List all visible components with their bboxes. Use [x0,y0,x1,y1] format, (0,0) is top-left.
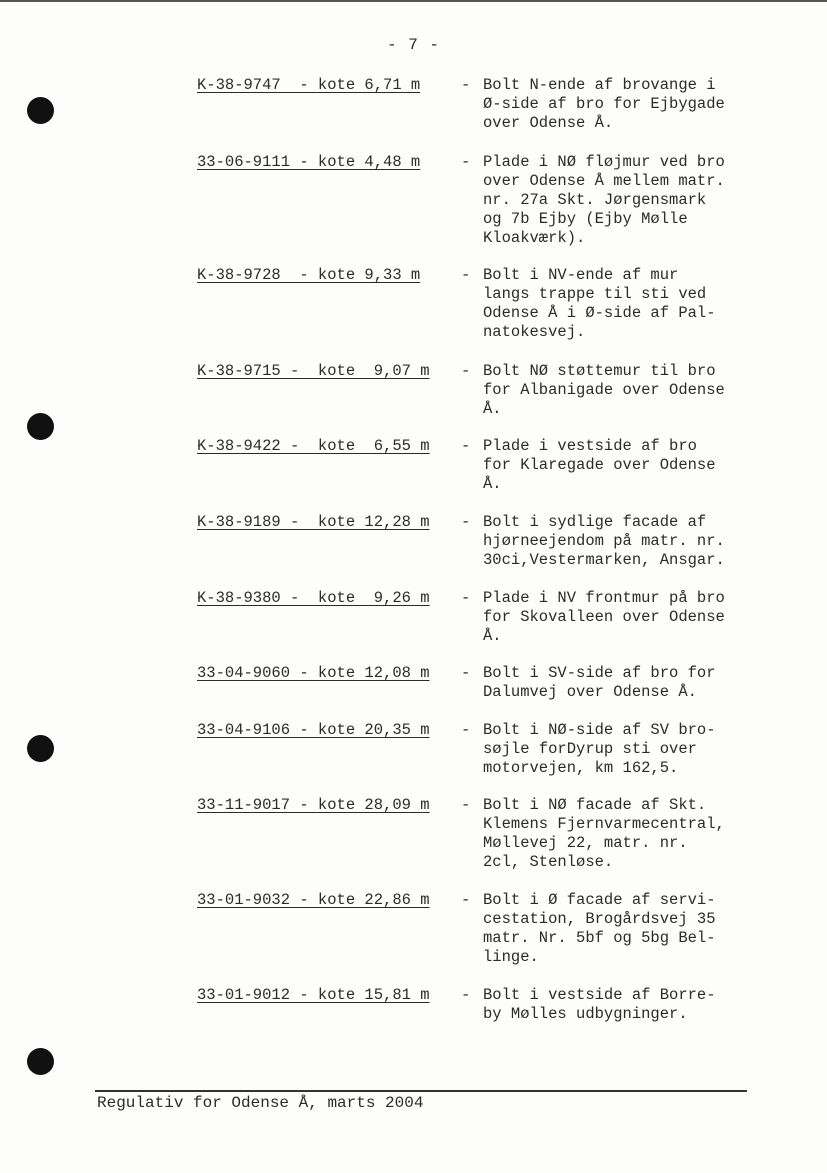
description-line: Odense Å i Ø-side af Pal- [483,304,716,322]
description-line: natokesvej. [483,323,586,341]
separator-dash: - [461,266,471,284]
description-line: Bolt i sydlige facade af [483,513,707,531]
description-line: hjørneejendom på matr. nr. [483,532,725,550]
benchmark-description [483,153,763,248]
description-line: cestation, Brogårdsvej 35 [483,910,716,928]
benchmark-reference: K-38-9715 - kote 9,07 m [197,362,430,380]
description-line: Bolt i NV-ende af mur [483,266,679,284]
description-line: for Skovalleen over Odense [483,608,725,626]
separator-dash: - [461,589,471,607]
separator-dash: - [461,437,471,455]
page-number: - 7 - [386,36,440,54]
description-line: matr. Nr. 5bf og 5bg Bel- [483,929,716,947]
description-line: by Mølles udbygninger. [483,1005,688,1023]
description-line: Plade i NV frontmur på bro [483,589,725,607]
benchmark-description [483,362,763,419]
description-line: linge. [483,948,539,966]
benchmark-reference: K-38-9380 - kote 9,26 m [197,589,430,607]
benchmark-description [483,796,763,872]
separator-dash: - [461,721,471,739]
separator-dash: - [461,664,471,682]
description-line: søjle forDyrup sti over [483,740,697,758]
description-line: motorvejen, km 162,5. [483,759,679,777]
description-line: 2cl, Stenløse. [483,853,614,871]
benchmark-reference: 33-11-9017 - kote 28,09 m [197,796,430,814]
benchmark-description [483,589,763,646]
benchmark-reference: 33-04-9060 - kote 12,08 m [197,664,430,682]
benchmark-reference: K-38-9747 - kote 6,71 m [197,76,421,94]
top-edge-line [0,0,827,2]
description-line: Å. [483,475,502,493]
separator-dash: - [461,986,471,1004]
description-line: 30ci,Vestermarken, Ansgar. [483,551,725,569]
description-line: Bolt i Ø facade af servi- [483,891,716,909]
description-line: for Albanigade over Odense [483,381,725,399]
description-line: Bolt i vestside af Borre- [483,986,716,1004]
benchmark-reference: 33-01-9032 - kote 22,86 m [197,891,430,909]
description-line: Klemens Fjernvarmecentral, [483,815,725,833]
description-line: Plade i vestside af bro [483,437,697,455]
description-line: Å. [483,400,502,418]
benchmark-reference: 33-06-9111 - kote 4,48 m [197,153,421,171]
benchmark-description [483,891,763,967]
benchmark-reference: K-38-9728 - kote 9,33 m [197,266,421,284]
description-line: Bolt N-ende af brovange i [483,76,716,94]
punch-hole-icon [27,97,54,124]
separator-dash: - [461,153,471,171]
description-line: Plade i NØ fløjmur ved bro [483,153,725,171]
description-line: Å. [483,627,502,645]
description-line: Ø-side af bro for Ejbygade [483,95,725,113]
benchmark-reference: 33-04-9106 - kote 20,35 m [197,721,430,739]
benchmark-description [483,986,763,1024]
description-line: for Klaregade over Odense [483,456,716,474]
description-line: Bolt NØ støttemur til bro [483,362,716,380]
description-line: Dalumvej over Odense Å. [483,683,697,701]
description-line: og 7b Ejby (Ejby Mølle [483,210,688,228]
punch-hole-icon [27,413,54,440]
description-line: Møllevej 22, matr. nr. [483,834,688,852]
benchmark-reference: 33-01-9012 - kote 15,81 m [197,986,430,1004]
benchmark-description [483,437,763,494]
punch-hole-icon [27,735,54,762]
description-line: Bolt i NØ facade af Skt. [483,796,707,814]
description-line: nr. 27a Skt. Jørgensmark [483,191,707,209]
punch-hole-icon [27,1048,54,1075]
benchmark-description [483,513,763,570]
description-line: over Odense Å mellem matr. [483,172,725,190]
benchmark-description [483,721,763,778]
description-line: Bolt i SV-side af bro for [483,664,716,682]
benchmark-description [483,664,763,702]
benchmark-description [483,266,763,342]
benchmark-description [483,76,763,133]
description-line: langs trappe til sti ved [483,285,707,303]
description-line: Kloakværk). [483,229,586,247]
separator-dash: - [461,796,471,814]
benchmark-reference: K-38-9422 - kote 6,55 m [197,437,430,455]
description-line: Bolt i NØ-side af SV bro- [483,721,716,739]
separator-dash: - [461,891,471,909]
footer-text: Regulativ for Odense Å, marts 2004 [97,1094,424,1112]
separator-dash: - [461,76,471,94]
footer-divider [95,1090,747,1092]
description-line: over Odense Å. [483,114,614,132]
separator-dash: - [461,362,471,380]
separator-dash: - [461,513,471,531]
benchmark-reference: K-38-9189 - kote 12,28 m [197,513,430,531]
